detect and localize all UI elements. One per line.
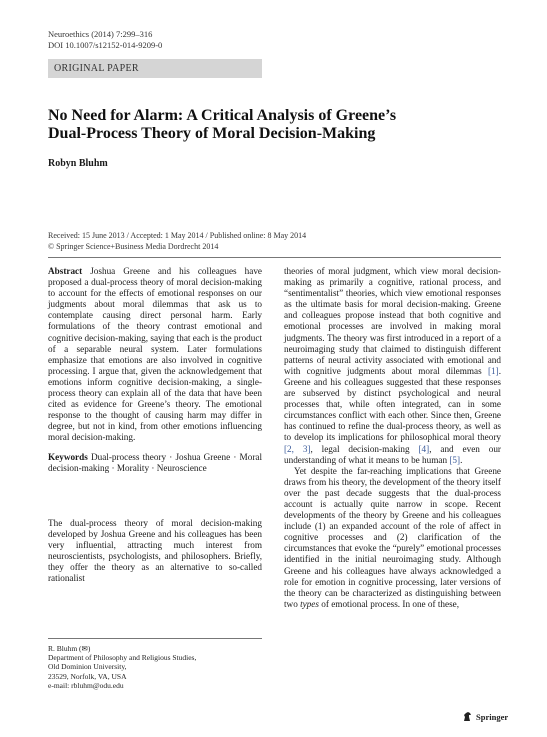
keywords: [48, 452, 262, 474]
citation-link[interactable]: [2, 3]: [284, 443, 311, 454]
title-line-2: Dual-Process Theory of Moral Decision-Making: [48, 125, 376, 142]
affil-address: 23529, Norfolk, VA, USA: [48, 671, 127, 681]
section-label: ORIGINAL PAPER: [54, 63, 139, 74]
header-rule: [48, 257, 501, 258]
citation-link[interactable]: [4]: [418, 443, 430, 454]
affil-dept: Department of Philosophy and Religious Studies,: [48, 653, 197, 663]
doi: DOI 10.1007/s12152-014-9209-0: [48, 40, 163, 50]
citation-link[interactable]: [1]: [487, 365, 499, 376]
left-column: [48, 266, 262, 584]
journal-header: [48, 29, 162, 51]
publisher-logo: [462, 711, 508, 722]
abstract-text: Joshua Greene and his colleagues have proposed a dual-process theory of moral decision-making to account for the effects of emotional responses on our judgments about moral dilemmas that ask us to contemplate causing direct personal harm. Early formulations of the theory contrast emotional and cognitive decision-making, saying that each is the product of a separable neural system. Later formulations emphasize that emotions are also involved in cognitive processing. I argue that, given the acknowledgement that emotions inform cognitive decision-making, a single-process theory can explain all of the data that have been cited as evidence for Greene’s theory. The emotional response to the thought of causing harm may differ in degree, but not in kind, from other emotions influencing moral decision-making.: [48, 266, 262, 443]
keywords-heading: Keywords: [48, 451, 88, 462]
publication-dates: [48, 230, 306, 252]
title-line-1: No Need for Alarm: A Critical Analysis of Greene’s: [48, 107, 397, 124]
body-paragraph-2: Yet despite the far-reaching implications that Greene draws from his theory, the development of the theory itself over the past decade suggests that the dual-process account is actually quite narrow in scope. Recent developments of the theory by Greene and his colleagues include (1) an expanded account of the role of affect in cognitive processes and (2) clarification of the circumstances that evoke the “purely” emotional processes identified in the initial neuroimaging study. Although Greene and his colleagues have always acknowledged a role for emotion in cognitive processing, later versions of the theory can be characterized as distinguishing between two types of emotional process. In one of these,: [284, 465, 501, 609]
journal-citation: Neuroethics (2014) 7:299–316: [48, 29, 153, 39]
affil-name: R. Bluhm (✉): [48, 644, 91, 653]
keywords-text: Dual-process theory · Joshua Greene · Moral decision-making · Morality · Neuroscience: [48, 451, 263, 473]
body-paragraph-1: theories of moral judgment, which view moral decision-making as primarily a cognitive, rational process, and “sentimentalist” theories, which view emotional responses as the ultimate basis for moral decision-making. Greene and colleagues propose instead that both cognitive and emotional processes are involved in making moral judgments. The theory was first introduced in a report of a neuroimaging study that claimed to distinguish different patterns of neural activity associated with emotional and with cognitive judgments about moral dilemmas [1]. Greene and his colleagues suggested that these responses are subserved by distinct psychological and neural processes that, while often integrated, can in some circumstances conflict with each other. Since then, Greene has continued to refine the dual-process theory, as well as to develop its implications for philosophical moral theory [2, 3], legal decision-making [4], and even our understanding of what it means to be human [5].: [284, 266, 501, 465]
intro-paragraph: The dual-process theory of moral decision-making developed by Joshua Greene and his colleagues has been very influential, attracting much interest from neuroscientists, psychologists, and philosophers. Briefly, they offer the theory as an alternative to so-called rationalist: [48, 517, 262, 584]
springer-horse-icon: [462, 711, 473, 722]
author-name: Robyn Bluhm: [48, 158, 108, 169]
affil-univ: Old Dominion University,: [48, 662, 127, 672]
section-label-band: [48, 59, 262, 78]
author-affiliation: [48, 644, 262, 690]
abstract: [48, 266, 262, 444]
copyright: © Springer Science+Business Media Dordrecht 2014: [48, 242, 219, 251]
history-dates: Received: 15 June 2013 / Accepted: 1 May 2014 / Published online: 8 May 2014: [48, 231, 307, 240]
right-column: [284, 266, 501, 610]
affil-email[interactable]: e-mail: rbluhm@odu.edu: [48, 680, 124, 690]
abstract-heading: Abstract: [48, 266, 83, 276]
publisher-name: Springer: [476, 711, 509, 722]
paper-title: [48, 107, 488, 143]
footnote-rule: [48, 638, 262, 639]
citation-link[interactable]: [5]: [449, 454, 461, 465]
